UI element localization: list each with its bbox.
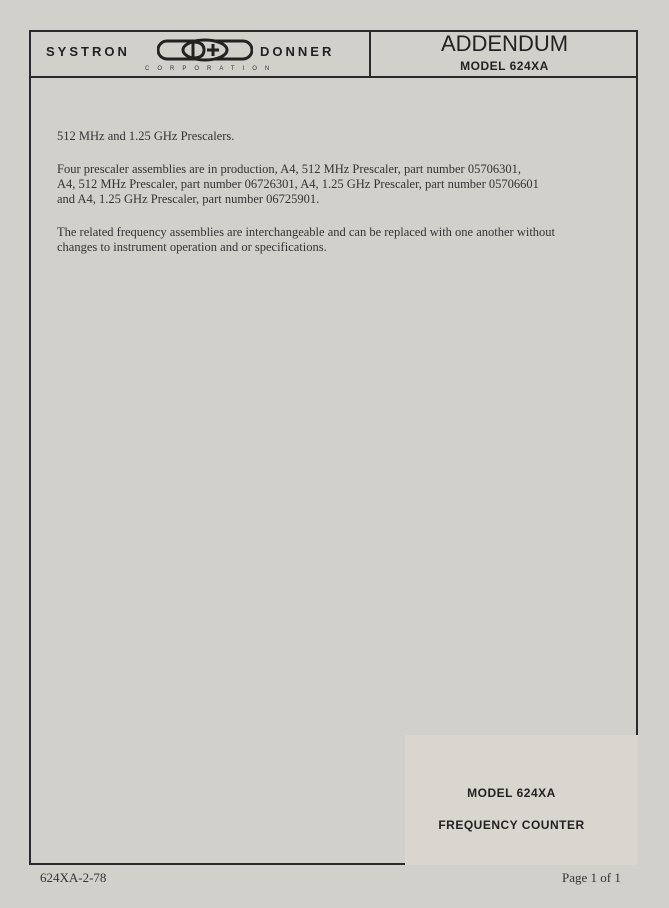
footer-product: FREQUENCY COUNTER bbox=[438, 818, 585, 832]
paragraph-line: and A4, 1.25 GHz Prescaler, part number 06725901. bbox=[57, 192, 320, 206]
page-number: Page 1 of 1 bbox=[562, 870, 621, 885]
company-logo-icon bbox=[157, 37, 253, 63]
brand-name-right: DONNER bbox=[260, 44, 335, 59]
header-divider bbox=[29, 76, 638, 78]
brand-name-left: SYSTRON bbox=[46, 44, 130, 59]
section-heading: 512 MHz and 1.25 GHz Prescalers. bbox=[57, 129, 235, 143]
header-model: MODEL 624XA bbox=[460, 59, 549, 73]
paragraph-line: Four prescaler assemblies are in production, A4, 512 MHz Prescaler, part number 05706301, bbox=[57, 162, 521, 176]
document-code: 624XA-2-78 bbox=[40, 870, 107, 885]
paragraph-prescalers bbox=[57, 162, 637, 207]
label-patch bbox=[405, 735, 638, 865]
paragraph-line: The related frequency assemblies are interchangeable and can be replaced with one another without bbox=[57, 225, 556, 239]
paragraph-line: A4, 512 MHz Prescaler, part number 06726301, A4, 1.25 GHz Prescaler, part number 05706601 bbox=[57, 177, 539, 191]
document-title: ADDENDUM bbox=[440, 31, 569, 56]
brand-subtitle: CORPORATION bbox=[145, 66, 278, 72]
footer-model: MODEL 624XA bbox=[467, 786, 556, 800]
paragraph-line: changes to instrument operation and or specifications. bbox=[57, 240, 327, 254]
paragraph-interchangeable bbox=[57, 225, 637, 255]
